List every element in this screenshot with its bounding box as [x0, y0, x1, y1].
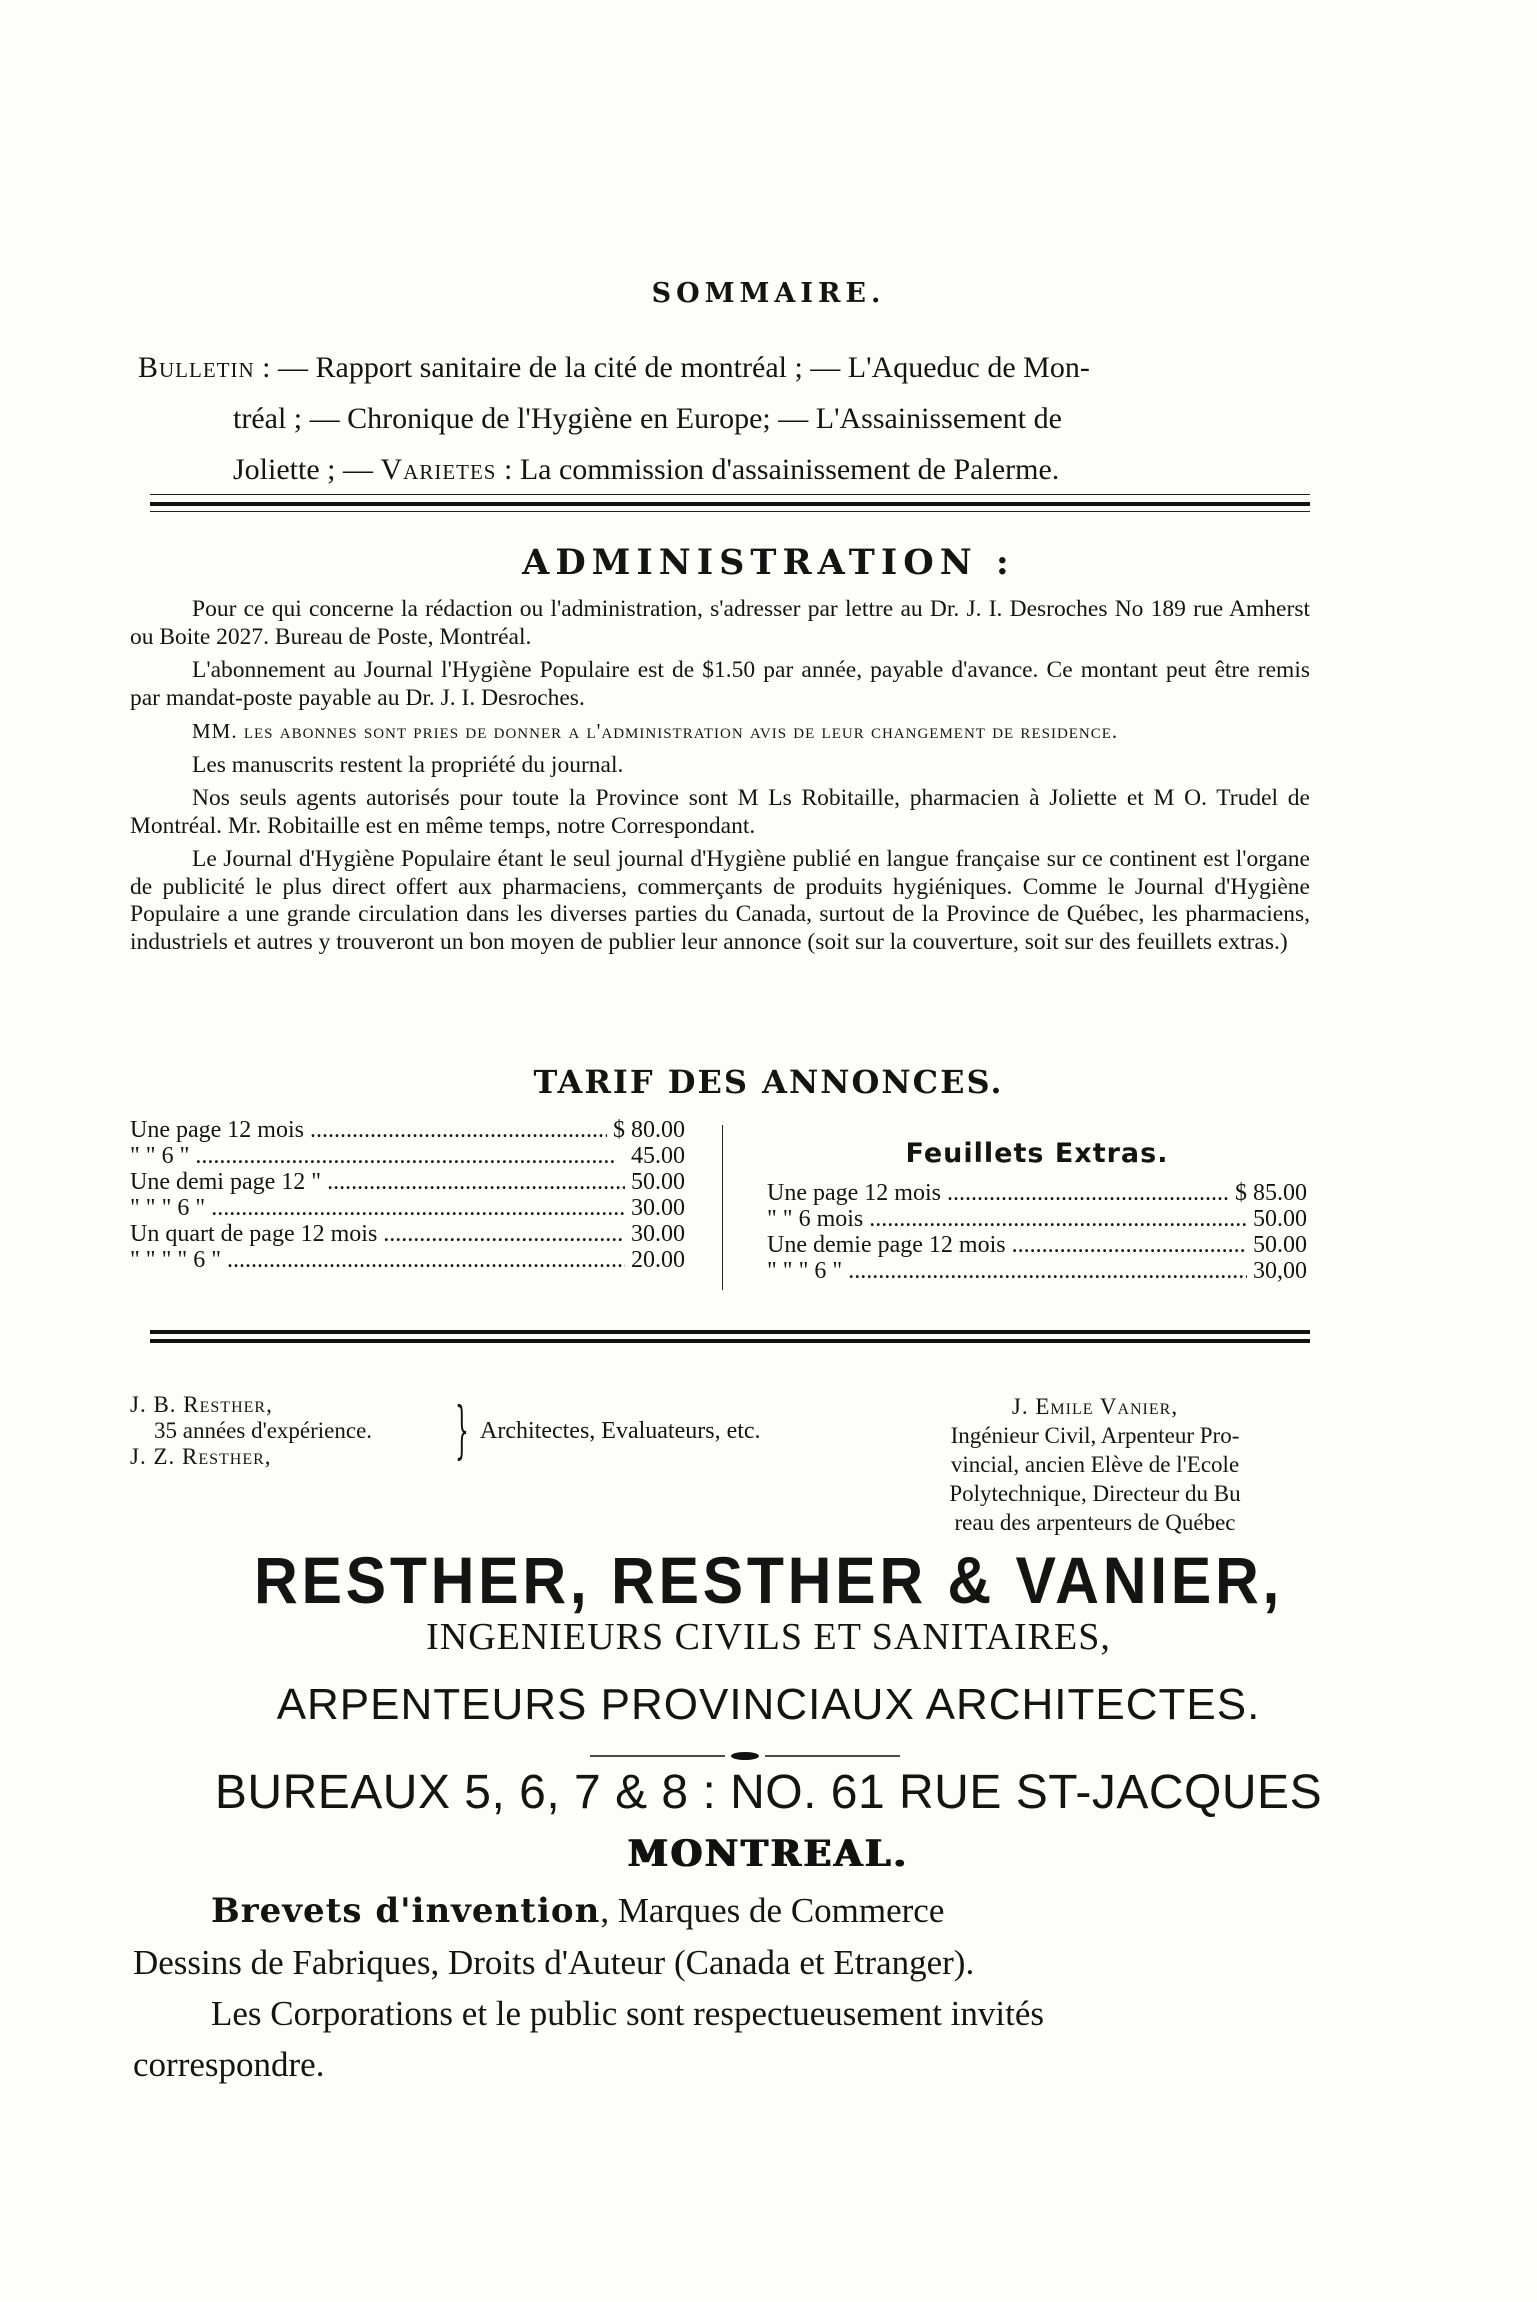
- varietes-label: Varietes: [380, 453, 497, 486]
- admin-paragraph: L'abonnement au Journal l'Hygiène Populaire est de $1.50 par année, payable d'avance. Ce montant peut être remis par mandat-poste payable au Dr. J. I. Desroches.: [130, 657, 1310, 711]
- ornament-divider-icon: [590, 1752, 900, 1760]
- administration-title: ADMINISTRATION :: [522, 542, 1015, 583]
- corporations-line-2: correspondre.: [133, 2045, 325, 2084]
- vanier-line: Polytechnique, Directeur du Bu: [949, 1481, 1241, 1506]
- sommaire-line-1: [138, 342, 1316, 393]
- sommaire-line-3: [138, 444, 1316, 495]
- rate-label: " " " 6 " .....: [767, 1258, 1247, 1284]
- brevets-title: Brevets d'invention: [211, 1891, 601, 1931]
- arpenteurs-line: ARPENTEURS PROVINCIAUX ARCHITECTES.: [276, 1680, 1261, 1729]
- sommaire-line-3-a: Joliette ; —: [233, 453, 381, 486]
- rate-label: Un quart de page 12 mois .....: [130, 1221, 625, 1247]
- rate-row: [767, 1258, 1307, 1284]
- rate-price: 45.00: [631, 1143, 685, 1169]
- rate-row: [130, 1247, 685, 1273]
- rate-table-left: [130, 1117, 685, 1273]
- rate-price: $ 85.00: [1235, 1180, 1307, 1206]
- feuillets-extras-title: Feuillets Extras.: [905, 1138, 1169, 1169]
- architectes-text: Architectes, Evaluateurs, etc.: [480, 1418, 761, 1444]
- rate-price: 50.00: [1253, 1206, 1307, 1232]
- sommaire-title: SOMMAIRE.: [651, 278, 886, 309]
- rate-table-right: [767, 1180, 1307, 1284]
- rate-row: [130, 1195, 685, 1221]
- rate-row: [130, 1143, 685, 1169]
- sommaire-line-3-b: : La commission d'assainissement de Palerme.: [496, 453, 1060, 486]
- rate-price: 50.00: [1253, 1232, 1307, 1258]
- bureaux-address: BUREAUX 5, 6, 7 & 8 : NO. 61 RUE ST-JACQUES: [214, 1766, 1323, 1819]
- rate-row: [130, 1117, 685, 1143]
- divider-thin-1: [150, 494, 1310, 495]
- rate-column-divider: [722, 1125, 723, 1290]
- ingenieurs-line: INGENIEURS CIVILS ET SANITAIRES,: [426, 1616, 1111, 1658]
- sommaire-line-2: tréal ; — Chronique de l'Hygiène en Europe; — L'Assainissement de: [233, 402, 1062, 435]
- divider-thick-2: [150, 1330, 1310, 1334]
- rate-label: Une demi page 12 " .....: [130, 1169, 625, 1195]
- corporations-line-1: Les Corporations et le public sont respectueusement invités: [211, 1994, 1044, 2033]
- rate-row: [767, 1206, 1307, 1232]
- brevets-block: [133, 1885, 1313, 2090]
- rate-label: " " " 6 " .....: [130, 1195, 625, 1221]
- rate-label: Une demie page 12 mois .....: [767, 1232, 1247, 1258]
- rate-label: " " 6 " .....: [130, 1143, 625, 1169]
- admin-paragraph: Pour ce qui concerne la rédaction ou l'administration, s'adresser par lettre au Dr. J. I. Desroches No 189 rue Amherst ou Boite 2027. Bureau de Poste, Montréal.: [130, 596, 1310, 650]
- brevets-line-2: Dessins de Fabriques, Droits d'Auteur (Canada et Etranger).: [133, 1943, 975, 1982]
- rate-row: [130, 1221, 685, 1247]
- rate-price: $ 80.00: [613, 1117, 685, 1143]
- admin-paragraph: MM. les abonnes sont pries de donner a l'administration avis de leur changement de residence.: [192, 719, 1119, 743]
- rate-price: 50.00: [631, 1169, 685, 1195]
- rate-label: Une page 12 mois .....: [130, 1117, 607, 1143]
- divider-thick-1: [150, 502, 1310, 506]
- administration-text: [130, 596, 1310, 962]
- tarif-title: TARIF DES ANNONCES.: [533, 1063, 1004, 1101]
- rate-label: " " " " 6 " .....: [130, 1247, 625, 1273]
- rate-label: " " 6 mois .....: [767, 1206, 1247, 1232]
- partner-jz: J. Z. Resther,: [130, 1444, 272, 1469]
- admin-paragraph: Le Journal d'Hygiène Populaire étant le seul journal d'Hygiène publié en langue française sur ce continent est l'organe de publicité le plus direct offert aux pharmaciens, commerçants de produits hygiéniques. Comme le Journal d'Hygiène Populaire a une grande circulation dans les diverses parties du Canada, surtout de la Province de Québec, les pharmaciens, industriels et autres y trouveront un bon moyen de publier leur annonce (soit sur la couverture, soit sur des feuillets extras.): [130, 846, 1310, 955]
- vanier-line: Ingénieur Civil, Arpenteur Pro-: [950, 1423, 1240, 1448]
- rate-row: [767, 1232, 1307, 1258]
- divider-thick-3: [150, 1339, 1310, 1343]
- admin-paragraph: Les manuscrits restent la propriété du journal.: [192, 751, 624, 778]
- city-name: MONTREAL.: [627, 1833, 910, 1875]
- resther-partners: [130, 1392, 372, 1470]
- sommaire-line-1-text: : — Rapport sanitaire de la cité de montréal ; — L'Aqueduc de Mon-: [254, 351, 1090, 384]
- rate-price: 20.00: [631, 1247, 685, 1273]
- vanier-block: [880, 1392, 1310, 1537]
- rate-row: [767, 1180, 1307, 1206]
- rate-label: Une page 12 mois .....: [767, 1180, 1229, 1206]
- rate-price: 30.00: [631, 1221, 685, 1247]
- bulletin-label: Bulletin: [138, 351, 255, 384]
- divider-thin-2: [150, 511, 1310, 512]
- vanier-line: vincial, ancien Elève de l'Ecole: [950, 1452, 1240, 1477]
- firm-name: RESTHER, RESTHER & VANIER,: [253, 1543, 1284, 1617]
- rate-price: 30,00: [1253, 1258, 1307, 1284]
- brevets-line-1: [133, 1885, 1313, 1937]
- rate-price: 30.00: [631, 1195, 685, 1221]
- sommaire-text: [138, 342, 1316, 495]
- partner-experience: 35 années d'expérience.: [154, 1418, 373, 1443]
- vanier-line: reau des arpenteurs de Québec: [954, 1510, 1236, 1535]
- rate-row: [130, 1169, 685, 1195]
- brace-glyph: }: [455, 1393, 469, 1466]
- brevets-rest: , Marques de Commerce: [600, 1891, 945, 1930]
- partner-jb: J. B. Resther,: [130, 1392, 273, 1417]
- admin-paragraph: Nos seuls agents autorisés pour toute la Province sont M Ls Robitaille, pharmacien à Joliette et M O. Trudel de Montréal. Mr. Robitaille est en même temps, notre Correspondant.: [130, 785, 1310, 839]
- vanier-name: J. Emile Vanier,: [1011, 1394, 1179, 1419]
